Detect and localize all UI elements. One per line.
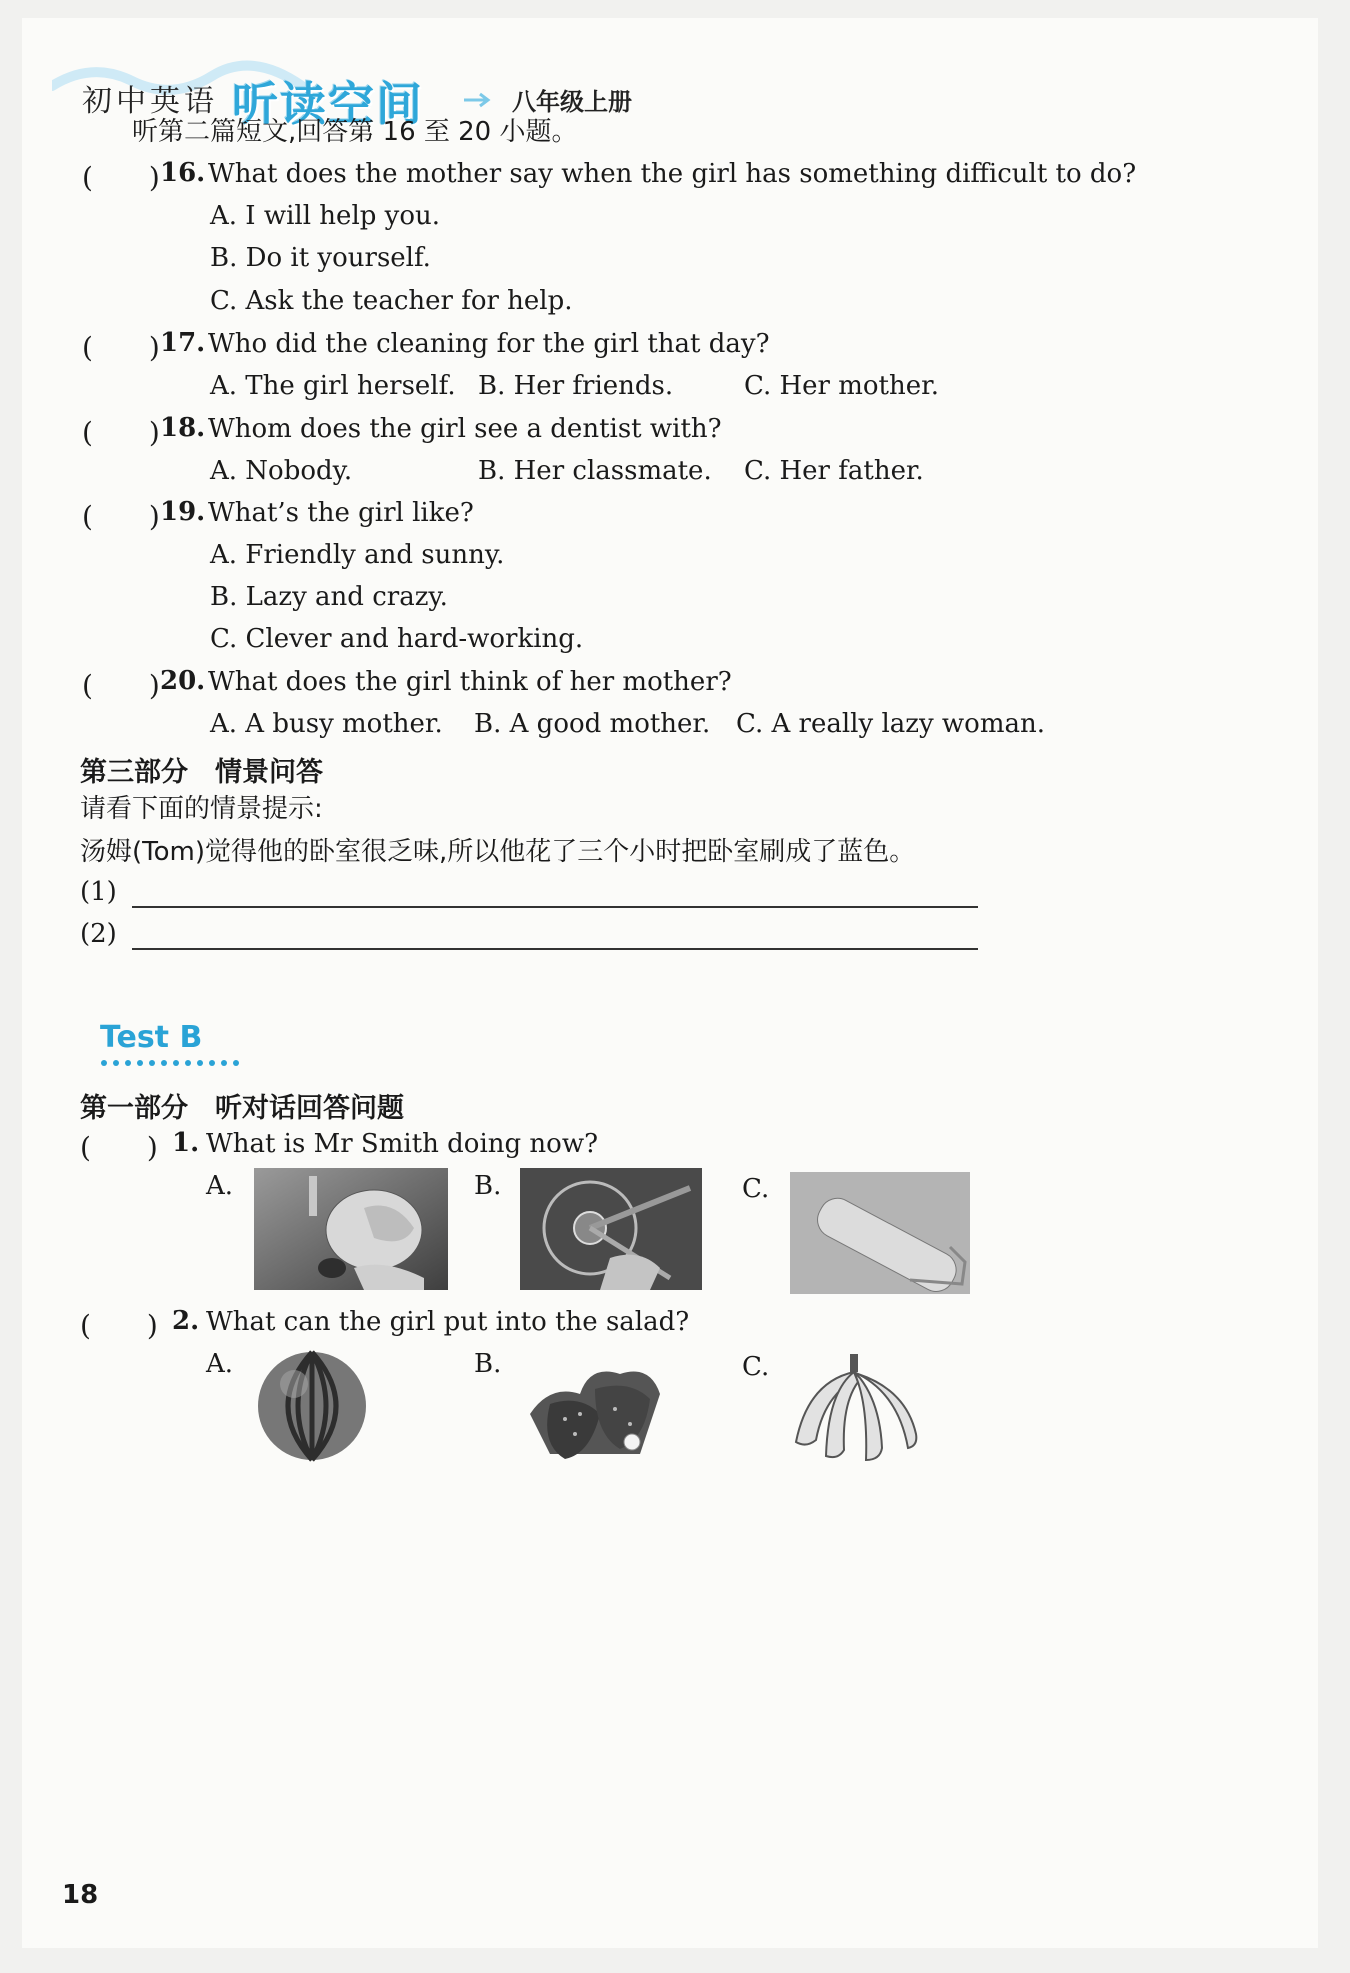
option-label: C. — [742, 1174, 770, 1204]
paint-roller-image[interactable] — [790, 1172, 970, 1294]
option: C. A really lazy woman. — [736, 709, 1045, 739]
question-text: What is Mr Smith doing now? — [206, 1129, 599, 1159]
watermelon-image[interactable] — [254, 1348, 370, 1464]
question-number: 2. — [172, 1306, 200, 1336]
option: B. Her classmate. — [478, 456, 712, 486]
option: B. Her friends. — [478, 371, 674, 401]
question-number: 16. — [160, 158, 206, 188]
question-number: 19. — [160, 497, 206, 527]
answer-line[interactable] — [132, 906, 978, 908]
answer-blank[interactable]: ( ) — [82, 669, 160, 702]
repairing-bike-image[interactable] — [520, 1168, 702, 1290]
option-label: A. — [206, 1349, 234, 1379]
grade-label: 八年级上册 — [512, 88, 632, 116]
bananas-image[interactable] — [788, 1352, 922, 1464]
answer-blank[interactable]: ( ) — [80, 1309, 158, 1342]
brand-logo: 听读空间 — [232, 77, 424, 131]
answer-line[interactable] — [132, 948, 978, 950]
blank-label: (1) — [80, 877, 117, 907]
scenario-prompt: 请看下面的情景提示: — [80, 794, 323, 824]
option: B. Do it yourself. — [210, 243, 431, 273]
option-label: B. — [474, 1171, 502, 1201]
question-text: Whom does the girl see a dentist with? — [208, 414, 722, 444]
option: C. Her mother. — [744, 371, 939, 401]
strawberries-image[interactable] — [520, 1354, 670, 1464]
section-heading: 第三部分 情景问答 — [80, 757, 323, 788]
dotted-underline — [100, 1058, 250, 1068]
question-number: 1. — [172, 1128, 200, 1158]
section-heading: 第一部分 听对话回答问题 — [80, 1093, 404, 1124]
book-series: 初中英语 — [82, 84, 218, 119]
washing-dishes-image[interactable] — [254, 1168, 448, 1290]
section-intro: 听第二篇短文,回答第 16 至 20 小题。 — [132, 117, 578, 147]
answer-blank[interactable]: ( ) — [82, 331, 160, 364]
option: C. Her father. — [744, 456, 924, 486]
test-b-title: Test B — [100, 1020, 203, 1055]
option: B. Lazy and crazy. — [210, 582, 448, 612]
blank-label: (2) — [80, 919, 117, 949]
option: A. A busy mother. — [210, 709, 443, 739]
question-number: 20. — [160, 666, 206, 696]
option: B. A good mother. — [474, 709, 711, 739]
question-text: What does the girl think of her mother? — [208, 667, 732, 697]
question-text: What can the girl put into the salad? — [206, 1307, 690, 1337]
textbook-page — [22, 18, 1318, 1948]
answer-blank[interactable]: ( ) — [82, 161, 160, 194]
option: A. Nobody. — [210, 456, 353, 486]
option: C. Clever and hard-working. — [210, 624, 584, 654]
question-text: What does the mother say when the girl has something difficult to do? — [208, 159, 1137, 189]
question-text: What’s the girl like? — [208, 498, 474, 528]
arrow-icon — [464, 92, 494, 108]
answer-blank[interactable]: ( ) — [80, 1131, 158, 1164]
scenario-text: 汤姆(Tom)觉得他的卧室很乏味,所以他花了三个小时把卧室刷成了蓝色。 — [80, 837, 916, 867]
option: A. Friendly and sunny. — [210, 540, 505, 570]
option: A. The girl herself. — [210, 371, 456, 401]
option: C. Ask the teacher for help. — [210, 286, 573, 316]
option-label: C. — [742, 1352, 770, 1382]
question-number: 18. — [160, 413, 206, 443]
answer-blank[interactable]: ( ) — [82, 416, 160, 449]
question-text: Who did the cleaning for the girl that day? — [208, 329, 770, 359]
answer-blank[interactable]: ( ) — [82, 500, 160, 533]
page-number: 18 — [62, 1880, 99, 1910]
question-number: 17. — [160, 328, 206, 358]
option-label: A. — [206, 1171, 234, 1201]
option-label: B. — [474, 1349, 502, 1379]
option: A. I will help you. — [210, 201, 441, 231]
